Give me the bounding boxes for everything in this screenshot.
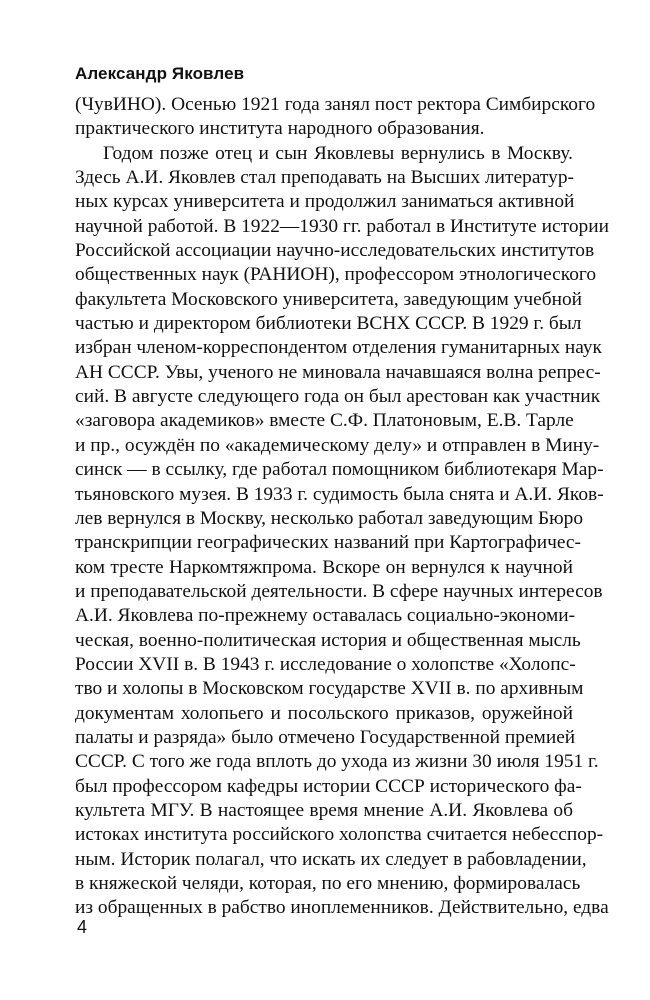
text-line: ных курсах университета и продолжил заниматься активной xyxy=(75,191,575,213)
text-line: тво и холопы в Московском государстве XVII в. по архивным xyxy=(75,678,584,700)
text-line: Российской ассоциации научно-исследовательских институтов xyxy=(75,240,595,262)
text-line: ческая, военно-политическая история и общественная мысль xyxy=(75,629,581,651)
text-line: (ЧувИНО). Осенью 1921 года занял пост ректора Симбирского xyxy=(75,94,596,115)
text-line: синск — в ссылку, где работал помощником библиотекаря Мар- xyxy=(75,459,604,481)
text-line: общественных наук (РАНИОН), профессором этнологического xyxy=(75,264,597,286)
body-text xyxy=(75,93,609,921)
text-line: АН СССР. Увы, ученого не миновала начавшаяся волна репрес- xyxy=(75,361,601,383)
text-line: из обращенных в рабство иноплеменников. Действительно, едва xyxy=(75,897,609,919)
text-line: лев вернулся в Москву, несколько работал заведующим Бюро xyxy=(75,507,584,529)
text-line: «заговора академиков» вместе С.Ф. Платоновым, Е.В. Тарле xyxy=(75,410,574,432)
text-line: практического института народного образования. xyxy=(75,118,485,140)
text-line: факультета Московского университета, заведующим учебной xyxy=(75,288,583,310)
text-line: тьяновского музея. В 1933 г. судимость была снята и А.И. Яков- xyxy=(75,483,604,505)
text-line: Годом позже отец и сын Яковлевы вернулись в Москву. xyxy=(103,142,573,164)
text-line: СССР. С того же года вплоть до ухода из жизни 30 июля 1951 г. xyxy=(75,751,599,773)
text-line: и преподавательской деятельности. В сфере научных интересов xyxy=(75,580,603,602)
text-line: истоках института российского холопства считается небесспор- xyxy=(75,824,604,846)
text-line: был профессором кафедры истории СССР исторического фа- xyxy=(75,775,582,797)
page-number: 4 xyxy=(77,917,88,937)
text-line: транскрипции географических названий при Картографичес- xyxy=(75,532,581,554)
text-line: ком тресте Наркомтяжпрома. Вскоре он вернулся к научной xyxy=(75,556,573,578)
text-line: культета МГУ. В настоящее время мнение А.И. Яковлева об xyxy=(75,799,573,821)
text-line: сий. В августе следующего года он был арестован как участник xyxy=(75,386,601,408)
running-head: Александр Яковлев xyxy=(75,64,245,83)
text-line: России XVII в. В 1943 г. исследование о холопстве «Холопс- xyxy=(75,653,576,675)
text-line: научной работой. В 1922—1930 гг. работал в Институте истории xyxy=(75,215,609,237)
text-line: палаты и разряда» было отмечено Государственной премией xyxy=(75,726,576,748)
text-line: документам холопьего и посольского приказов, оружейной xyxy=(75,702,573,724)
text-line: и пр., осуждён по «академическому делу» и отправлен в Мину- xyxy=(75,434,600,456)
text-line: А.И. Яковлева по-прежнему оставалась социально-экономи- xyxy=(75,605,576,627)
text-line: в княжеской челяди, которая, по его мнению, формировалась xyxy=(75,873,581,894)
text-line: избран членом-корреспондентом отделения гуманитарных наук xyxy=(75,337,602,359)
text-line: Здесь А.И. Яковлев стал преподавать на Высших литератур- xyxy=(75,167,574,189)
text-line: ным. Историк полагал, что искать их следует в рабовладении, xyxy=(75,848,587,870)
text-line: частью и директором библиотеки ВСНХ СССР. В 1929 г. был xyxy=(75,313,582,335)
